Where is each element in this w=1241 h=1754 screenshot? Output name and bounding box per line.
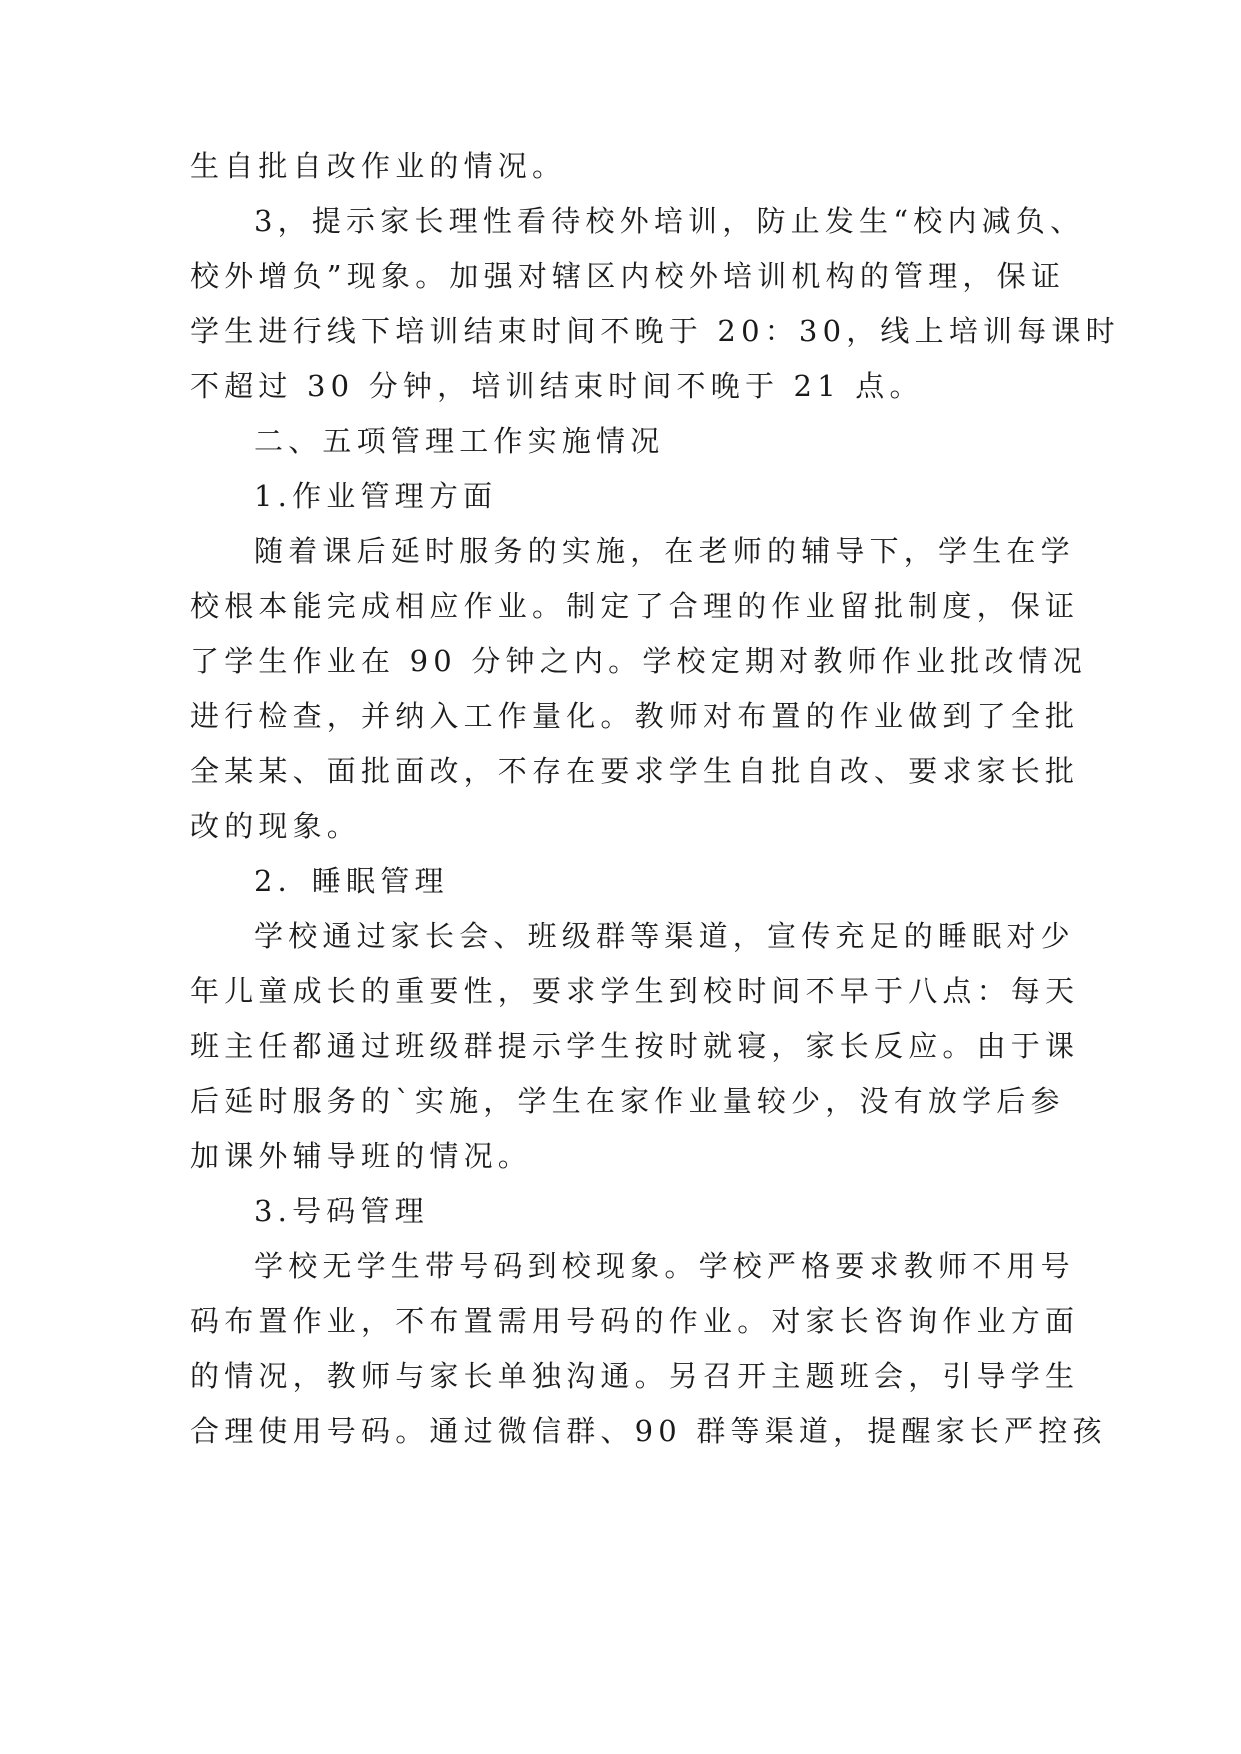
paragraph-line: 校根本能完成相应作业。制定了合理的作业留批制度，保证: [190, 589, 1080, 623]
paragraph-line: 年儿童成长的重要性，要求学生到校时间不早于八点：每天: [190, 974, 1080, 1008]
paragraph-line: 学校无学生带号码到校现象。学校严格要求教师不用号: [254, 1249, 1075, 1283]
paragraph-line: 码布置作业，不布置需用号码的作业。对家长咨询作业方面: [190, 1304, 1080, 1338]
paragraph-line: 生自批自改作业的情况。: [190, 149, 567, 183]
paragraph-line: 学生进行线下培训结束时间不晚于 20：30，线上培训每课时: [190, 314, 1120, 348]
paragraph-line: 校外增负”现象。加强对辖区内校外培训机构的管理，保证: [190, 259, 1066, 293]
paragraph-line: 3，提示家长理性看待校外培训，防止发生“校内减负、: [254, 204, 1085, 238]
paragraph-line: 的情况，教师与家长单独沟通。另召开主题班会，引导学生: [190, 1359, 1080, 1393]
subsection-heading: 3.号码管理: [254, 1194, 429, 1228]
paragraph-line: 加课外辅导班的情况。: [190, 1139, 533, 1173]
paragraph-line: 班主任都通过班级群提示学生按时就寝，家长反应。由于课: [190, 1029, 1080, 1063]
paragraph-line: 学校通过家长会、班级群等渠道，宣传充足的睡眠对少: [254, 919, 1075, 953]
subsection-heading: 1.作业管理方面: [254, 479, 498, 513]
paragraph-line: 改的现象。: [190, 809, 362, 843]
paragraph-line: 全某某、面批面改，不存在要求学生自批自改、要求家长批: [190, 754, 1080, 788]
paragraph-line: 不超过 30 分钟，培训结束时间不晚于 21 点。: [190, 369, 924, 403]
paragraph-line: 随着课后延时服务的实施，在老师的辅导下，学生在学: [254, 534, 1075, 568]
paragraph-line: 后延时服务的`实施，学生在家作业量较少，没有放学后参: [190, 1084, 1065, 1118]
paragraph-line: 进行检查，并纳入工作量化。教师对布置的作业做到了全批: [190, 699, 1080, 733]
paragraph-line: 合理使用号码。通过微信群、90 群等渠道，提醒家长严控孩: [190, 1414, 1107, 1448]
paragraph-line: 了学生作业在 90 分钟之内。学校定期对教师作业批改情况: [190, 644, 1087, 678]
section-heading: 二、五项管理工作实施情况: [254, 424, 665, 458]
subsection-heading: 2．睡眠管理: [254, 864, 449, 898]
